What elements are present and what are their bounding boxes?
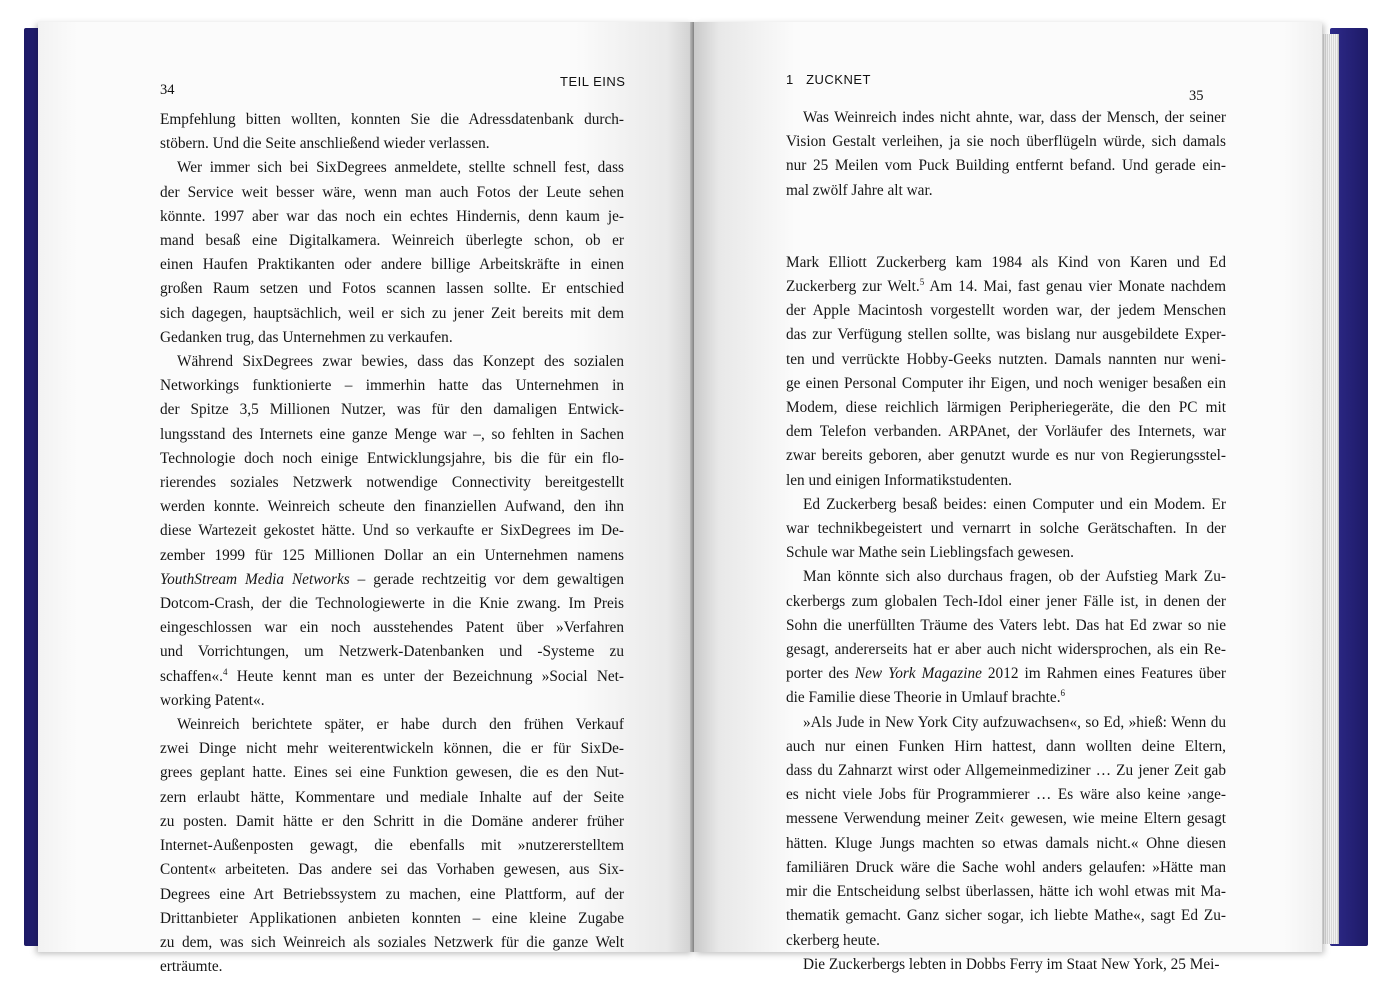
text-line: Technologie doch noch einige Entwicklungsjahre, bis die für ein flo- xyxy=(160,449,624,467)
text-line: mir die Entscheidung selbst überlassen, hätte ich wohl etwas mit Ma- xyxy=(786,883,1226,901)
left-page-body xyxy=(160,108,624,979)
text-line: Ed Zuckerberg besaß beides: einen Computer und ein Modem. Er xyxy=(803,495,1226,513)
text-line: Man könnte sich also durchaus fragen, ob der Aufstieg Mark Zu- xyxy=(803,568,1226,586)
text-line: mal zwölf Jahre alt war. xyxy=(786,181,933,199)
text-line: dem Telefon verbanden. ARPAnet, der Vorläufer des Internets, war xyxy=(786,423,1226,441)
text-line: ge einen Personal Computer ihr Eigen, und noch weniger besaßen ein xyxy=(786,374,1226,392)
text-line: zu posten. Damit hätte er den Schritt in die Domäne anderer früher xyxy=(160,812,624,830)
text-line: der Service weit besser wäre, wenn man auch Fotos der Leute sehen xyxy=(160,183,624,201)
text-line: Degrees eine Art Betriebssystem zu machen, eine Plattform, auf der xyxy=(160,885,624,903)
text-line: zwar bereits geboren, aber genutzt wurde es nur von Regierungsstel- xyxy=(786,447,1226,465)
text-line: das zur Verfügung stellen sollte, was bislang nur ausgebildete Exper- xyxy=(786,326,1226,344)
text-line: lungsstand des Internets eine ganze Menge war –, so fehlten in Sachen xyxy=(160,425,624,443)
text-line: zern erlaubt hätte, Kommentare und mediale Inhalte auf der Seite xyxy=(160,788,624,806)
left-page xyxy=(38,22,694,976)
text-line: Networkings funktionierte – immerhin hatte das Unternehmen in xyxy=(160,377,624,395)
text-line: diese Wartezeit gekostet hätte. Und so verkaufte er SixDegrees im De- xyxy=(160,522,624,540)
paragraph xyxy=(786,953,1226,977)
text-line: Content« arbeiteten. Das andere sei das Vorhaben gewesen, aus Six- xyxy=(160,861,624,879)
text-line: Vision Gestalt verleihen, ja sie noch überflügeln würde, sich damals xyxy=(786,133,1226,151)
paragraph xyxy=(786,711,1226,953)
text-line: ckerberg heute. xyxy=(786,931,880,949)
text-line: war technikbegeistert und vernarrt in solche Gerätschaften. In der xyxy=(786,520,1226,538)
paragraph xyxy=(160,108,624,156)
text-line: Zuckerberg zur Welt.$^5$ Am 14. Mai, fast genau vier Monate nachdem xyxy=(786,277,1226,296)
text-line: und Vorrichtungen, um Netzwerk-Datenbanken und -Systeme zu xyxy=(160,643,624,661)
text-line: die Familie diese Theorie in Umlauf brachte.$^6$ xyxy=(786,688,1066,707)
paragraph xyxy=(786,106,1226,203)
text-line: grees geplant hatte. Eines sei eine Funktion gewesen, die es den Nut- xyxy=(160,764,624,782)
text-line: ten und verrückte Hobby-Geeks nutzten. Damals nannten nur weni- xyxy=(786,350,1226,368)
text-line: Wer immer sich bei SixDegrees anmeldete, stellte schnell fest, dass xyxy=(177,159,624,177)
page-number-left: 34 xyxy=(160,82,175,98)
paragraph xyxy=(786,251,1226,493)
text-line: zu dem, was sich Weinreich als soziales Netzwerk für die ganze Welt xyxy=(160,933,624,951)
paragraph xyxy=(786,565,1226,710)
section-break xyxy=(786,203,1226,251)
text-line: »Als Jude in New York City aufzuwachsen«, so Ed, »hieß: Wenn du xyxy=(803,713,1226,731)
text-line: werden konnte. Weinreich scheute den finanziellen Aufwand, den ihn xyxy=(160,498,624,516)
text-line: Die Zuckerbergs lebten in Dobbs Ferry im Staat New York, 25 Mei- xyxy=(803,955,1220,973)
text-line: familiären Druck wäre die Sache wohl anders gelaufen: »Hätte man xyxy=(786,858,1226,876)
text-line: Was Weinreich indes nicht ahnte, war, dass der Mensch, der seiner xyxy=(803,109,1226,126)
text-line: schaffen«.$^4$ Heute kennt man es unter der Bezeichnung »Social Net- xyxy=(160,666,624,685)
text-line: Sohn die unerfüllten Träume des Vaters lebt. Das hat Ed zwar so nie xyxy=(786,616,1226,634)
text-line: eingeschlossen war ein noch ausstehendes Patent über »Verfahren xyxy=(160,619,624,637)
text-line: YouthStream Media Networks – gerade rechtzeitig vor dem gewaltigen xyxy=(160,570,624,588)
text-line: Dotcom-Crash, der die Technologiewerte in die Knie zwang. Im Preis xyxy=(160,595,624,613)
right-page-body xyxy=(786,106,1226,977)
text-line: großen Raum setzen und Fotos scannen lassen sollte. Er entschied xyxy=(160,280,624,298)
text-line: Schule war Mathe sein Lieblingsfach gewesen. xyxy=(786,544,1074,562)
text-line: zember 1999 für 125 Millionen Dollar an ein Unternehmen namens xyxy=(160,546,624,564)
text-line: Gedanken trug, das Unternehmen zu verkaufen. xyxy=(160,328,453,346)
text-line: Weinreich berichtete später, er habe durch den frühen Verkauf xyxy=(177,716,624,734)
text-line: könnte. 1997 aber war das noch ein echtes Hindernis, denn kaum je- xyxy=(160,207,624,225)
running-header-right: 1 ZUCKNET xyxy=(786,72,871,87)
text-line: Drittanbieter Applikationen anbieten konnten – eine kleine Zugabe xyxy=(160,909,624,927)
paragraph xyxy=(160,156,624,350)
text-line: es nicht viele Jobs für Programmierer … Es wäre also keine ›ange- xyxy=(786,786,1226,804)
text-line: rierendes soziales Netzwerk notwendige Connectivity bereitgestellt xyxy=(160,474,624,492)
text-line: der Spitze 3,5 Millionen Nutzer, was für den damaligen Entwick- xyxy=(160,401,624,419)
text-line: messene Verwendung meiner Zeit‹ gewesen, wie meine Eltern gesagt xyxy=(786,810,1226,828)
text-line: hätten. Kluge Jungs machten so etwas damals nicht.« Ohne diesen xyxy=(786,834,1226,852)
text-line: working Patent«. xyxy=(160,691,265,709)
text-line: mand besaß eine Digitalkamera. Weinreich überlegte schon, ob er xyxy=(160,232,624,250)
text-line: Internet-Außenposten gewagt, die ebenfalls mit »nutzererstelltem xyxy=(160,837,624,855)
paragraph xyxy=(160,350,624,713)
text-line: len und einigen Informatikstudenten. xyxy=(786,471,1012,489)
text-line: stöbern. Und die Seite anschließend wieder verlassen. xyxy=(160,135,490,153)
text-line: Mark Elliott Zuckerberg kam 1984 als Kind von Karen und Ed xyxy=(786,253,1226,271)
text-line: erträumte. xyxy=(160,958,223,976)
text-line: Empfehlung bitten wollten, konnten Sie die Adressdatenbank durch- xyxy=(160,111,624,128)
paragraph xyxy=(160,713,624,979)
right-page xyxy=(694,22,1322,973)
text-line: zwei Dinge nicht mehr weiterentwickeln können, die er für SixDe- xyxy=(160,740,624,758)
text-line: dass du Zahnarzt wirst oder Allgemeinmediziner … Zu jener Zeit gab xyxy=(786,762,1226,780)
text-line: porter des New York Magazine 2012 im Rahmen eines Features über xyxy=(786,665,1226,683)
text-line: Modem, diese reichlich lärmigen Peripheriegeräte, die den PC mit xyxy=(786,399,1226,417)
text-line: nur 25 Meilen vom Puck Building entfernt befand. Und gerade ein- xyxy=(786,157,1226,175)
text-line: thematik gemacht. Ganz sicher sogar, ich liebte Mathe«, sagt Ed Zu- xyxy=(786,907,1226,925)
page-number-right: 35 xyxy=(1189,88,1204,104)
text-line: gesagt, andererseits hat er aber auch nicht widersprochen, als ein Re- xyxy=(786,641,1226,659)
text-line: Während SixDegrees zwar bewies, dass das Konzept des sozialen xyxy=(177,353,624,371)
running-header-left: TEIL EINS xyxy=(560,74,626,89)
paragraph xyxy=(786,493,1226,566)
text-line: der Apple Macintosh vorgestellt worden war, der jedem Menschen xyxy=(786,302,1226,320)
text-line: einen Haufen Praktikanten oder andere billige Arbeitskräfte in einen xyxy=(160,256,624,274)
text-line: sich dagegen, hauptsächlich, weil er sich zu jener Zeit bereits mit dem xyxy=(160,304,624,322)
text-line: ckerbergs zum globalen Tech-Idol einer jener Fälle ist, in denen der xyxy=(786,592,1226,610)
text-line: auch nur einen Funken Hirn hattest, dann wollten deine Eltern, xyxy=(786,737,1226,755)
